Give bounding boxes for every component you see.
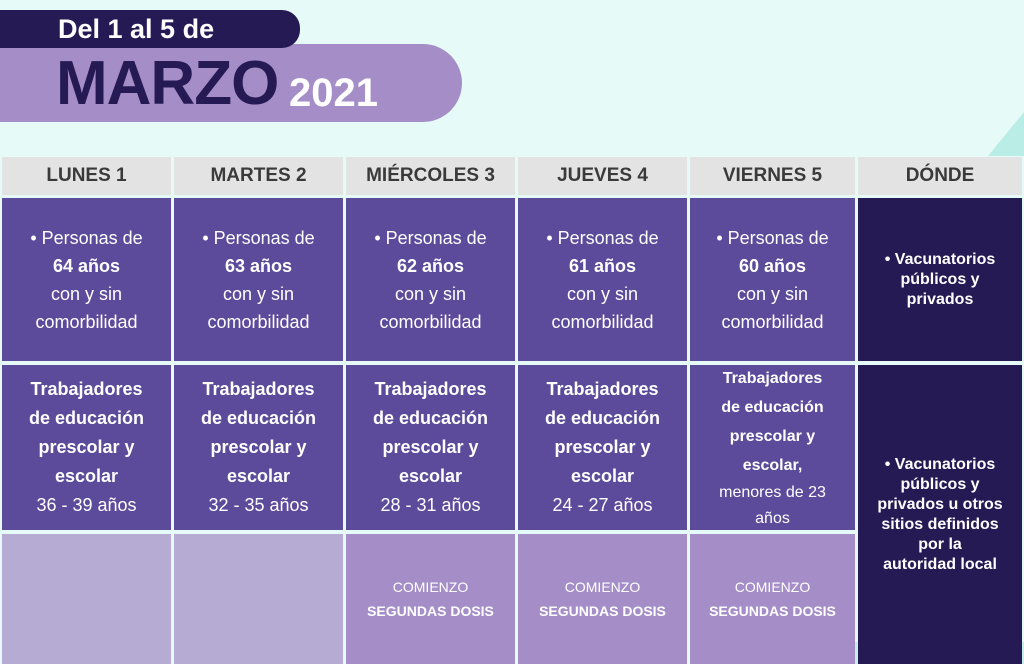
- cell-line: de educación: [200, 408, 317, 428]
- row2-cell-tuesday: [174, 365, 343, 530]
- header-label: MARTES 2: [210, 165, 307, 186]
- header-friday: [690, 157, 855, 195]
- cell-line: prescolar y: [382, 437, 479, 457]
- header-label: LUNES 1: [46, 165, 127, 186]
- where-line: públicos y: [900, 270, 980, 288]
- cell-line: Trabajadores: [374, 379, 487, 399]
- row1-cell-wednesday: [346, 198, 515, 361]
- schedule-table: [0, 155, 1024, 664]
- row3-cell-friday: [690, 534, 855, 664]
- cell-line: Trabajadores: [202, 379, 315, 399]
- cell-line: de educación: [544, 408, 661, 428]
- where-line: • Vacunatorios: [884, 250, 996, 268]
- row2-cell-wednesday: [346, 365, 515, 530]
- cell-line: escolar: [54, 466, 119, 486]
- cell-line: prescolar y: [38, 437, 135, 457]
- row3-cell-thursday: [518, 534, 687, 664]
- cell-age: 64 años: [52, 255, 121, 276]
- cell-line: COMIENZO: [392, 579, 469, 595]
- where-line: por la: [918, 535, 962, 553]
- row2-cell-thursday: [518, 365, 687, 530]
- header-label: VIERNES 5: [722, 165, 823, 186]
- header-label: DÓNDE: [905, 165, 975, 186]
- row1-cell-thursday: [518, 198, 687, 361]
- cell-line: de educación: [28, 408, 145, 428]
- cell-line: COMIENZO: [564, 579, 641, 595]
- cell-line: SEGUNDAS DOSIS: [367, 603, 494, 619]
- cell-line: comorbilidad: [207, 311, 310, 332]
- row1-where-cell: [858, 198, 1022, 361]
- cell-line: comorbilidad: [551, 311, 654, 332]
- where-line: privados u otros: [877, 495, 1003, 513]
- row2-where-cell: [858, 365, 1022, 664]
- row3-cell-monday-empty: [2, 534, 171, 664]
- cell-age: 62 años: [396, 255, 465, 276]
- cell-age-range: 36 - 39 años: [36, 495, 137, 515]
- cell-line: Trabajadores: [30, 379, 143, 399]
- cell-line: prescolar y: [729, 427, 816, 445]
- cell-age-range: 24 - 27 años: [552, 495, 653, 515]
- where-line: públicos y: [900, 475, 980, 493]
- cell-line: • Personas de: [202, 227, 315, 248]
- cell-line: prescolar y: [210, 437, 307, 457]
- row1-cell-friday: [690, 198, 855, 361]
- header-thursday: [518, 157, 687, 195]
- cell-line: Trabajadores: [546, 379, 659, 399]
- cell-age-range: menores de 23: [719, 483, 826, 501]
- cell-line: comorbilidad: [379, 311, 482, 332]
- row2-cell-monday: [2, 365, 171, 530]
- cell-line: comorbilidad: [721, 311, 824, 332]
- cell-line: con y sin: [222, 283, 295, 304]
- cell-line: escolar: [398, 466, 463, 486]
- header-wednesday: [346, 157, 515, 195]
- where-line: autoridad local: [883, 555, 997, 573]
- cell-line: escolar,: [742, 456, 803, 474]
- cell-line: con y sin: [736, 283, 809, 304]
- row1-cell-tuesday: [174, 198, 343, 361]
- cell-age: 61 años: [568, 255, 637, 276]
- cell-line: Trabajadores: [722, 369, 823, 387]
- cell-line: con y sin: [566, 283, 639, 304]
- header-monday: [2, 157, 171, 195]
- decorative-corner-shape: [988, 112, 1024, 156]
- cell-age: 60 años: [738, 255, 807, 276]
- cell-line: comorbilidad: [35, 311, 138, 332]
- cell-line: escolar: [226, 466, 291, 486]
- cell-line: de educación: [721, 398, 824, 416]
- row3-cell-tuesday-empty: [174, 534, 343, 664]
- cell-line: COMIENZO: [734, 579, 811, 595]
- row1-cell-monday: [2, 198, 171, 361]
- cell-line: SEGUNDAS DOSIS: [709, 603, 836, 619]
- row3-cell-wednesday: [346, 534, 515, 664]
- where-line: sitios definidos: [881, 515, 999, 533]
- header-where: [858, 157, 1022, 195]
- cell-line: con y sin: [394, 283, 467, 304]
- cell-line: con y sin: [50, 283, 123, 304]
- cell-age-range: 28 - 31 años: [380, 495, 481, 515]
- month-title: MARZO: [56, 49, 279, 118]
- cell-line: • Personas de: [374, 227, 487, 248]
- year-title: 2021: [289, 71, 378, 115]
- cell-line: prescolar y: [554, 437, 651, 457]
- date-range-label: Del 1 al 5 de: [0, 10, 300, 48]
- cell-age-range: 32 - 35 años: [208, 495, 309, 515]
- where-line: privados: [906, 290, 974, 308]
- cell-age: 63 años: [224, 255, 293, 276]
- cell-line: SEGUNDAS DOSIS: [539, 603, 666, 619]
- cell-line: • Personas de: [546, 227, 659, 248]
- header-label: MIÉRCOLES 3: [366, 165, 495, 186]
- cell-line: • Personas de: [716, 227, 829, 248]
- cell-line: escolar: [570, 466, 635, 486]
- where-line: • Vacunatorios: [884, 455, 996, 473]
- cell-line: de educación: [372, 408, 489, 428]
- header-label: JUEVES 4: [557, 165, 648, 186]
- header-tuesday: [174, 157, 343, 195]
- cell-line: • Personas de: [30, 227, 143, 248]
- cell-age-range: años: [755, 509, 790, 527]
- row2-cell-friday: [690, 365, 855, 530]
